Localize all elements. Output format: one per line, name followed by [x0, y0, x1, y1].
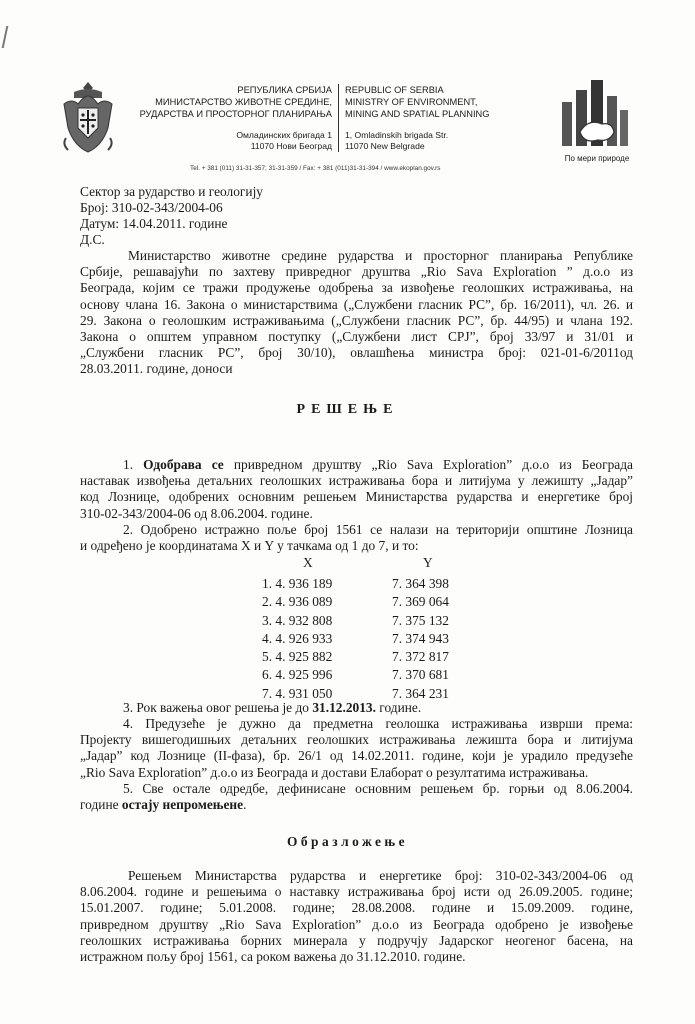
letterhead-republic: РЕПУБЛИКА СРБИЈА — [237, 85, 332, 95]
letterhead-ministry-en: MINISTRY OF ENVIRONMENT, — [345, 97, 478, 107]
letterhead-address-city-en: 11070 New Belgrade — [345, 141, 425, 151]
sector-line: Сектор за рударство и геологију — [80, 184, 263, 199]
letterhead-address-street-en: 1, Omladinskih brigada Str. — [345, 130, 449, 140]
intro-line: 29. Закона о геолошким истраживањима („Службени гласник РС”, бр. 44/95) и члана 192. — [80, 312, 633, 328]
intro-line: Закона о општем управном поступку („Службени лист СРЈ”, број 33/97 и 31/01 и — [80, 329, 633, 345]
coordinate-row: 5. 4. 925 882 7. 372 817 — [262, 649, 449, 665]
explanation-line: привредном друштву „Rio Sava Exploration” д.о.о из Београда одобрено је извођење — [80, 916, 633, 932]
explanation-title: Образложење — [286, 834, 409, 849]
coordinate-row: 1. 4. 936 189 7. 364 398 — [262, 576, 449, 591]
scan-edge-mark — [2, 26, 15, 48]
explanation-line: истражном пољу број 1561, са роком важења до 31.12.2010. године. — [80, 949, 466, 965]
intro-line: основу члана 16. Закона о министарствима („Службени гласник РС”, бр. 16/2011), чл. 26. и — [80, 296, 633, 312]
explanation-line: 8.06.2004. године и решењима о наставку истраживања број исти од 26.09.2005. године; — [80, 884, 633, 900]
letterhead-republic-en: REPUBLIC OF SERBIA — [345, 85, 444, 95]
item-5-bold: остају непромењене — [121, 797, 244, 813]
validity-date: 31.12.2013. — [312, 700, 376, 715]
item-1-line: 1. Одобрава се привредном друштву „Rio Sava Exploration” д.о.о из Београда — [123, 457, 634, 472]
document-date: Датум: 14.04.2011. године — [80, 216, 228, 231]
coordinate-row: 2. 4. 936 089 7. 369 064 — [262, 594, 449, 610]
intro-paragraph — [80, 248, 633, 378]
item-1-line: 310-02-343/2004-06 од 8.06.2004. године. — [80, 505, 313, 521]
letterhead-ministry-en-cont: MINING AND SPATIAL PLANNING — [345, 109, 490, 119]
explanation-line: Решењем Министарства рударства и енергетике број: 310-02-343/2004-06 од — [128, 868, 633, 883]
item-2 — [80, 522, 633, 554]
ekoplan-logo-icon — [560, 72, 630, 150]
item-1 — [80, 457, 633, 522]
item-4-line: „Rio Sava Exploration” д.о.о из Београда и достави Елаборат о резултатима истраживања. — [80, 764, 589, 780]
item-1-line: код Лознице, одобрених основним решењем Министарства рударства и енергетике број — [80, 489, 633, 505]
item-4 — [80, 716, 633, 781]
explanation-line: 15.01.2007. године; 5.01.2008. године; 28.08.2008. године и 15.09.2009. године, — [80, 900, 633, 916]
item-4-line: 4. Предузеће је дужно да предметна геолошка истраживања изврши према: — [123, 716, 633, 731]
item-1-bold: Одобрава се — [143, 457, 224, 472]
letterhead-address-city: 11070 Нови Београд — [250, 141, 332, 151]
item-2-line: и одређено је координатама X и Y у тачкама од 1 до 7, и то: — [80, 538, 419, 554]
intro-line: Београда, којим се тражи продужење одобрења за извођење геолошких истраживања, на — [80, 280, 633, 296]
item-1-line: наставак извођења детаљних геолошких истраживања бора и литијума у лежишту „Јадар” — [80, 473, 633, 489]
item-4-line: Пројекту вишегодишњих детаљних геолошких истраживања лежишта бора и литијума — [80, 732, 633, 748]
letterhead-english — [345, 84, 545, 152]
letterhead-address-street: Омладинских бригада 1 — [236, 130, 332, 140]
item-5-line: 5. Све остале одредбе, дефинисане основним решењем бр. горњи од 8.06.2004. — [123, 781, 633, 796]
document-number: Број: 310-02-343/2004-06 — [80, 200, 223, 215]
item-5 — [80, 781, 633, 813]
coordinate-row: 6. 4. 925 996 7. 370 681 — [262, 667, 449, 683]
explanation-line: геолошких истраживања борних минерала у подручју Јадарског неогеног басена, на — [80, 932, 633, 948]
coord-x-header: X — [303, 555, 313, 570]
coordinates-table — [262, 575, 449, 703]
coordinate-row: 4. 4. 926 933 7. 374 943 — [262, 630, 449, 646]
intro-line: Министарство животне средине рударства и просторног планирања Републике — [128, 248, 633, 263]
intro-line: 28.03.2011. године, доноси — [80, 361, 233, 377]
decision-title: РЕШЕЊЕ — [296, 402, 399, 417]
letterhead-ministry: МИНИСТАРСТВО ЖИВОТНЕ СРЕДИНЕ, — [155, 97, 332, 107]
intro-line: „Службени гласник РС”, број 30/10), овлашћења министра број: 021-01-6/2011од — [80, 345, 633, 361]
intro-line: Србије, решавајући по захтеву привредног друштва „Rio Sava Exploration ” д.о.о из — [80, 264, 633, 280]
explanation-paragraph — [80, 868, 633, 965]
logo-caption: По мери природе — [564, 154, 630, 163]
item-4-line: „Јадар” код Лознице (II-фаза), бр. 26/1 од 14.02.2011. године, који је урадило предузеће — [80, 748, 633, 764]
item-3: 3. Рок важења овог решења је до 31.12.2013. године. — [123, 700, 422, 715]
letterhead-contact: Tel. + 381 (011) 31-31-357; 31-31-359 / Fax: + 381 (011)31-31-394 / www.ekoplan.gov.rs — [190, 165, 441, 172]
item-2-line: 2. Одобрено истражно поље број 1561 се налази на територији општине Лозница — [123, 522, 633, 537]
coat-of-arms-icon — [58, 78, 118, 158]
letterhead-ministry-cont: РУДАРСТВА И ПРОСТОРНОГ ПЛАНИРАЊА — [139, 109, 332, 119]
coordinate-row: 3. 4. 932 808 7. 375 132 — [262, 612, 449, 628]
coordinate-row: 7. 4. 931 050 7. 364 231 — [262, 685, 449, 701]
letterhead-divider — [338, 84, 339, 152]
document-initials: Д.С. — [80, 232, 105, 247]
item-5-line: године остају непромењене. — [80, 797, 247, 813]
letterhead-serbian — [120, 84, 332, 152]
coord-y-header: Y — [423, 555, 433, 570]
